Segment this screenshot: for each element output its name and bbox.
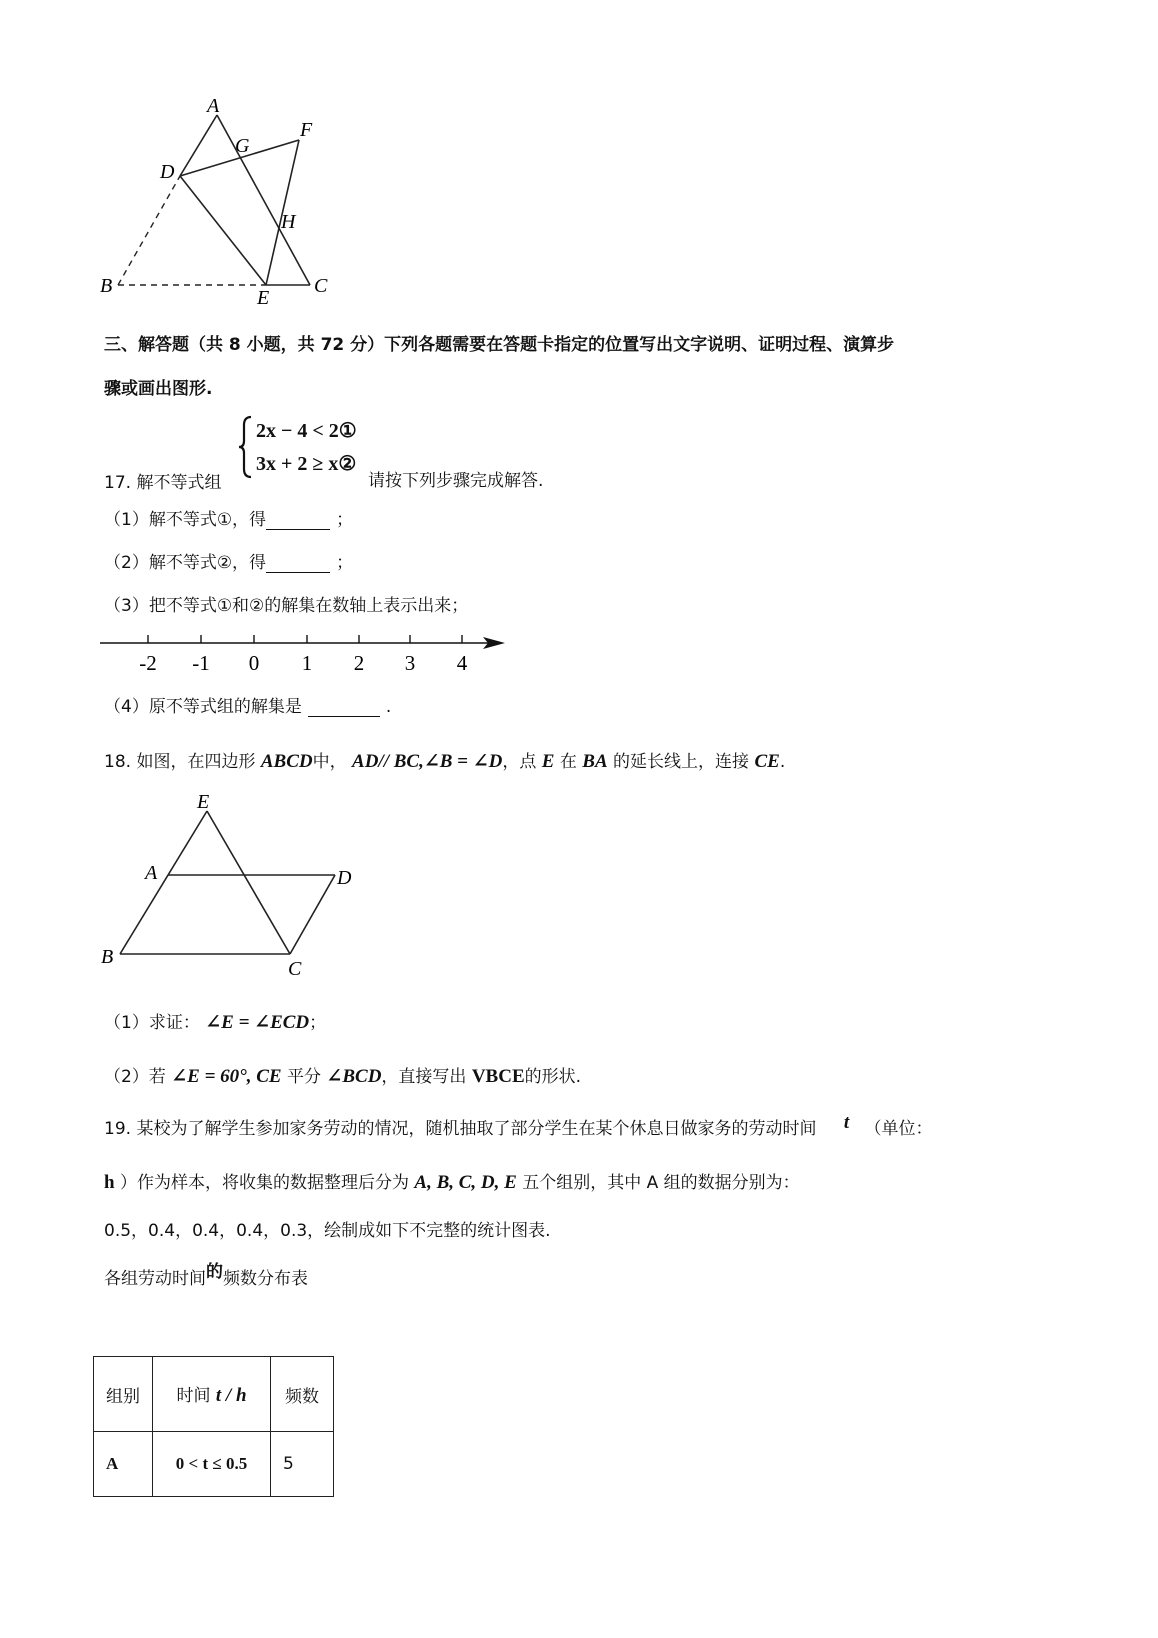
q18-part2: （2）若 ∠E = 60°, CE 平分 ∠BCD，直接写出 VBCE的形状. xyxy=(104,1066,582,1087)
tick-label: -1 xyxy=(192,651,210,675)
figure-q16 xyxy=(95,90,355,310)
tick-label: 2 xyxy=(353,651,365,675)
frequency-table xyxy=(93,1356,334,1497)
q17-stem-prefix: 17. 解不等式组 xyxy=(104,473,222,493)
table-row xyxy=(94,1432,334,1497)
label-a: A xyxy=(145,862,158,884)
q19-line3: 0.5，0.4，0.4，0.4，0.3，绘制成如下不完整的统计图表. xyxy=(104,1221,551,1241)
q17-part1: （1）解不等式①，得 ； xyxy=(104,510,354,530)
label-e: E xyxy=(197,791,210,813)
label-b: B xyxy=(100,275,113,297)
tick-label: 1 xyxy=(301,651,313,675)
q18-part1: （1）求证： ∠E = ∠ECD； xyxy=(104,1012,327,1033)
segment-dc xyxy=(290,875,335,954)
answer-blank[interactable] xyxy=(266,511,330,530)
q19-line1: 19. 某校为了解学生参加家务劳动的情况，随机抽取了部分学生在某个休息日做家务的劳动时间 t （单位： xyxy=(104,1112,933,1139)
section-3-heading-line1: 三、解答题（共 8 小题，共 72 分）下列各题需要在答题卡指定的位置写出文字说明、证明过程、演算步 xyxy=(104,335,895,355)
table-header-row xyxy=(94,1357,334,1432)
label-g: G xyxy=(235,135,250,157)
segment-ab-dashed xyxy=(118,176,180,285)
label-c: C xyxy=(288,958,302,980)
tick-label: 4 xyxy=(456,651,468,675)
q17-part3: （3）把不等式①和②的解集在数轴上表示出来； xyxy=(104,596,469,616)
label-d: D xyxy=(160,161,175,183)
segment-de xyxy=(180,176,266,285)
cell-range: 0 < t ≤ 0.5 xyxy=(153,1432,271,1497)
q17-part4: （4）原不等式组的解集是 . xyxy=(104,697,392,717)
segment-ec xyxy=(207,811,290,954)
tick-label: 3 xyxy=(404,651,416,675)
label-f: F xyxy=(300,119,313,141)
brace-icon xyxy=(238,415,254,479)
tick-label: -2 xyxy=(139,651,157,675)
q17-inequality-2: 3x + 2 ≥ x② xyxy=(256,453,357,475)
segment-be xyxy=(120,811,207,954)
label-d: D xyxy=(337,867,352,889)
number-line xyxy=(98,626,518,676)
q19-line2: h ）作为样本，将收集的数据整理后分为 A, B, C, D, E 五个组别，其中 A 组的数据分别为： xyxy=(104,1172,800,1193)
header-group: 组别 xyxy=(94,1357,153,1432)
q18-stem: 18. 如图，在四边形 ABCD中， AD// BC,∠B = ∠D，点 E 在 BA 的延长线上，连接 CE. xyxy=(104,751,786,772)
answer-blank[interactable] xyxy=(266,554,330,573)
header-frequency: 频数 xyxy=(271,1357,334,1432)
label-c: C xyxy=(314,275,328,297)
cell-group: A xyxy=(94,1432,153,1497)
header-time: 时间 t / h xyxy=(153,1357,271,1432)
cell-frequency: 5 xyxy=(271,1432,334,1497)
q17-inequality-1: 2x − 4 < 2① xyxy=(256,420,357,442)
answer-blank[interactable] xyxy=(308,698,380,717)
label-e: E xyxy=(257,287,270,309)
tick-label: 0 xyxy=(248,651,260,675)
q17-part2: （2）解不等式②，得 ； xyxy=(104,553,354,573)
section-3-heading-line2: 骤或画出图形. xyxy=(104,379,213,399)
q17-stem-suffix: 请按下列步骤完成解答. xyxy=(368,471,544,491)
label-b: B xyxy=(101,946,114,968)
table-title: 各组劳动时间的频数分布表 xyxy=(104,1262,308,1289)
figure-q18 xyxy=(95,790,375,990)
label-h: H xyxy=(281,211,296,233)
label-a: A xyxy=(207,95,220,117)
